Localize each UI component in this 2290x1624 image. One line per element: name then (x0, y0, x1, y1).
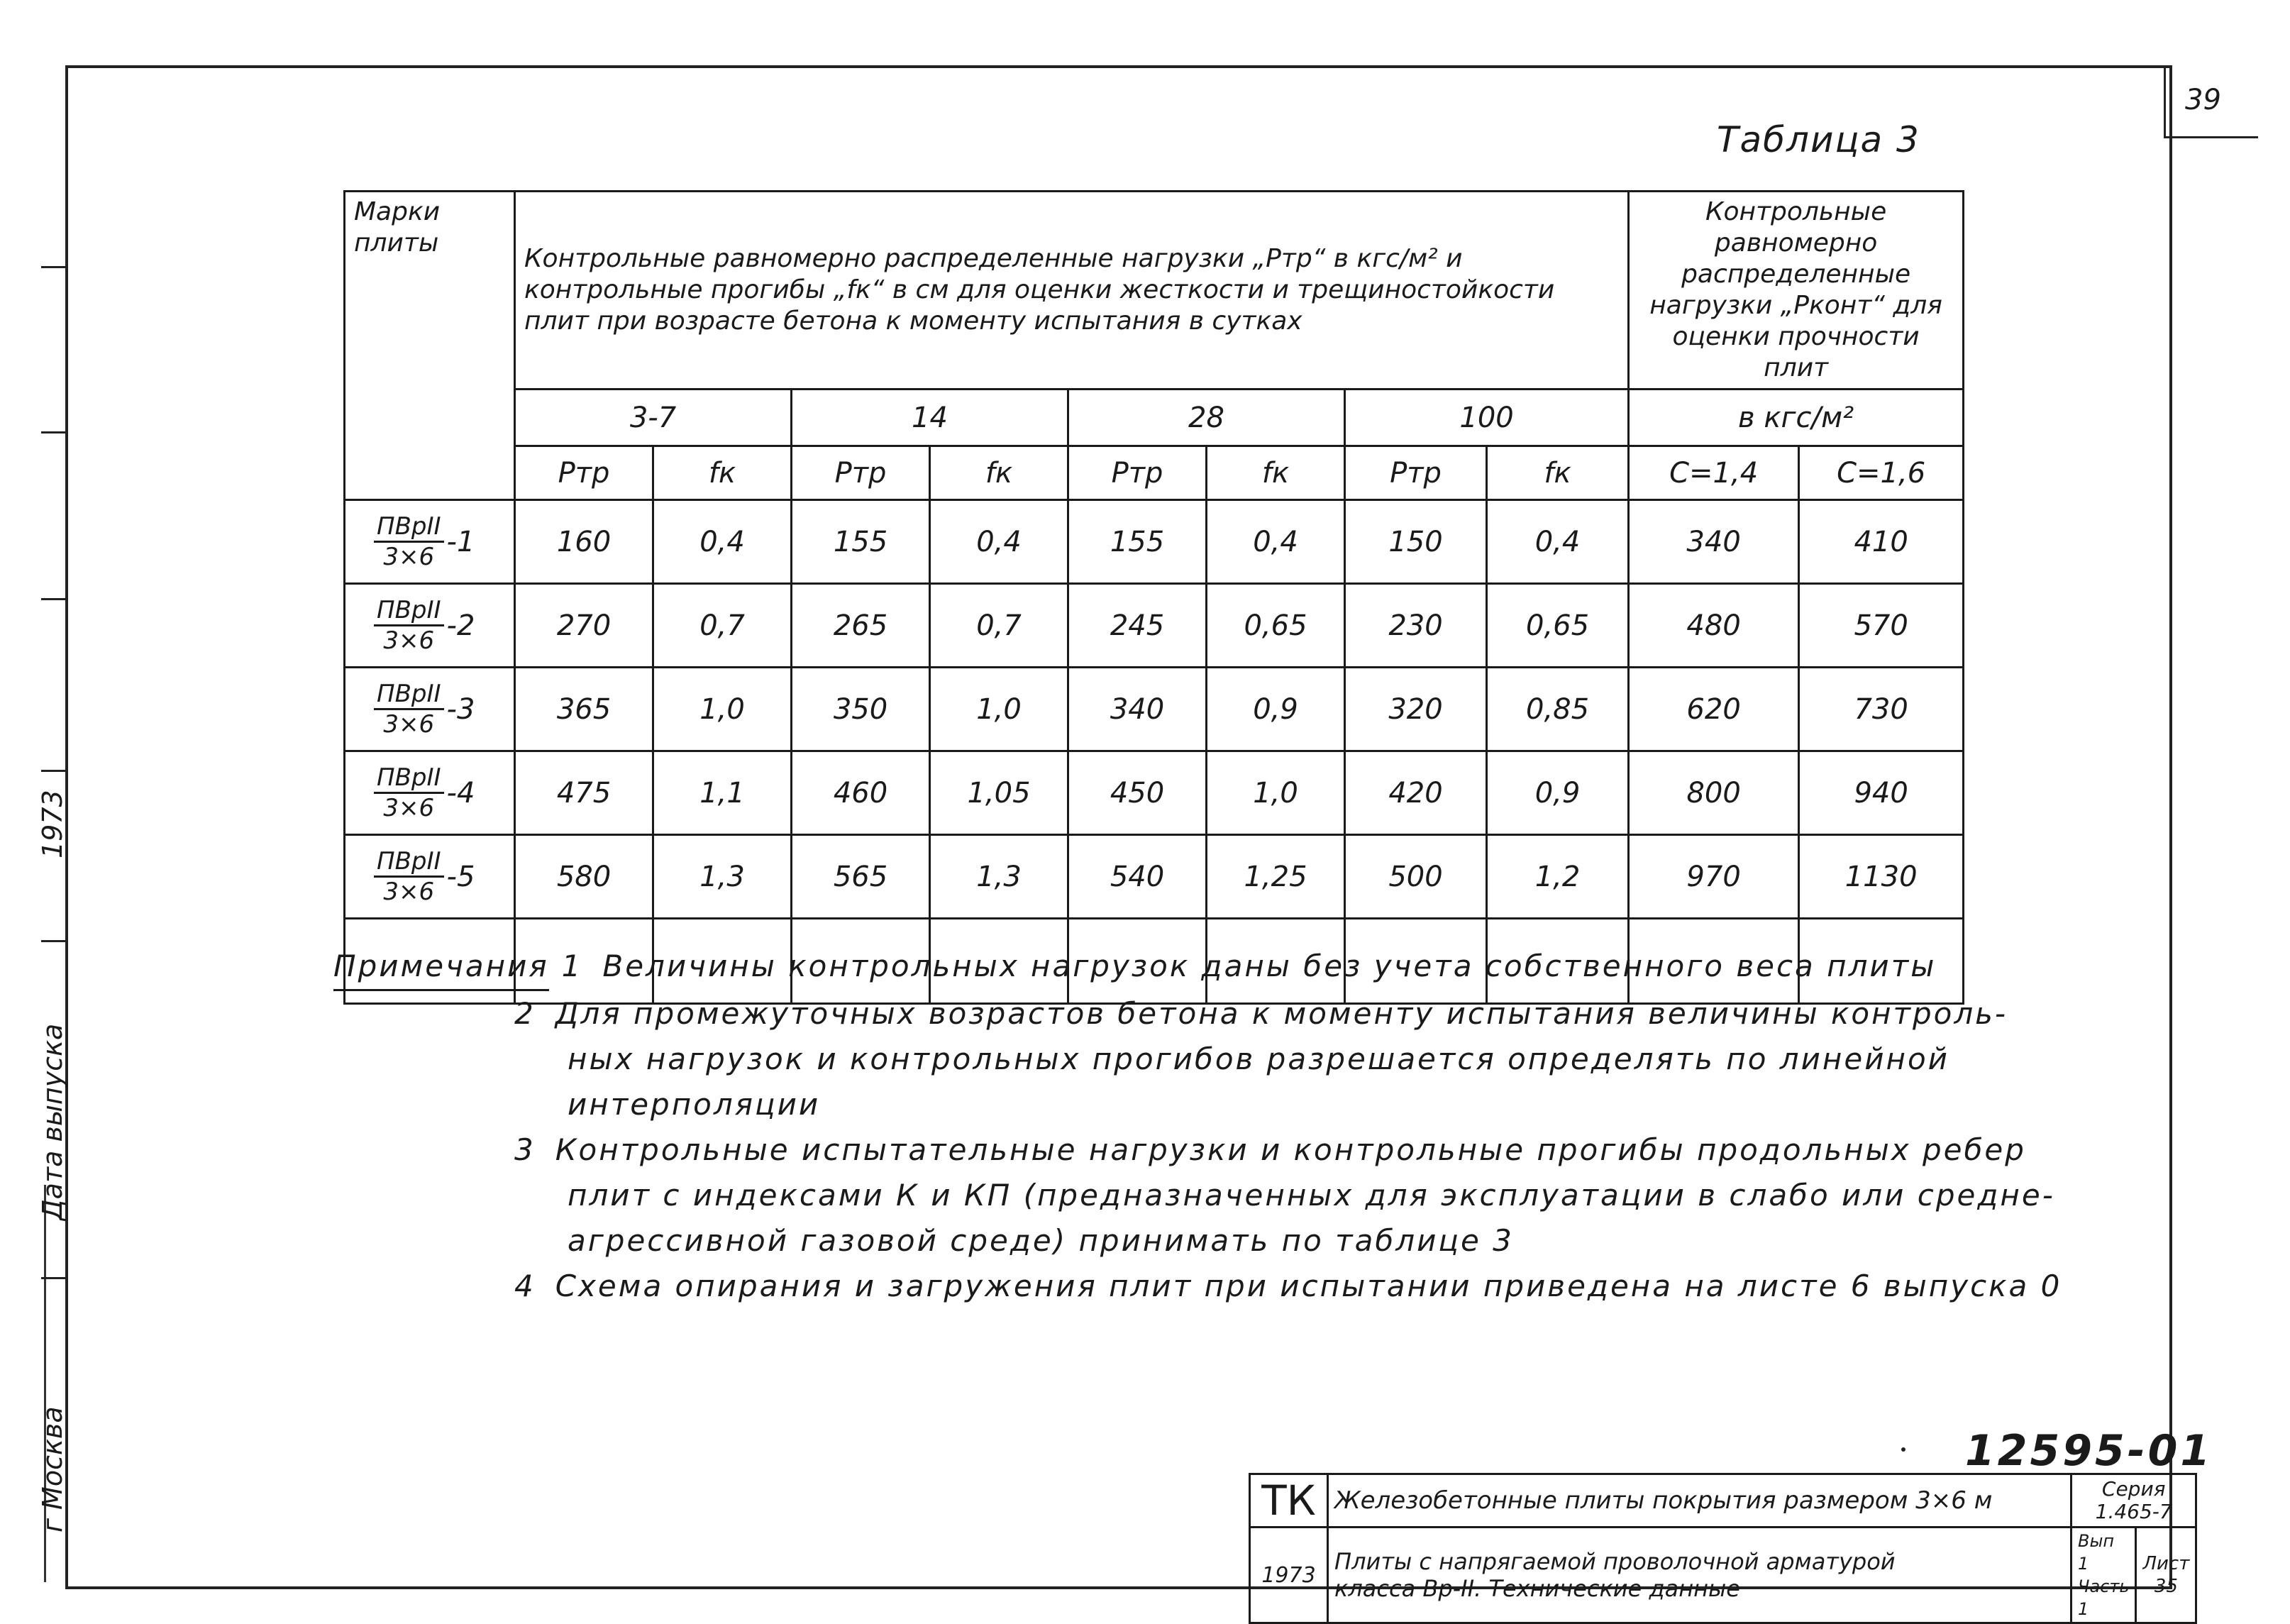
table-cell: 0,4 (653, 500, 792, 584)
side-year: 1973 (37, 790, 68, 858)
title-block-issue (2071, 1528, 2136, 1623)
plate-mark-suffix: -5 (446, 860, 475, 893)
plate-mark-bottom: 3×6 (383, 878, 435, 906)
table-cell: 450 (1068, 751, 1207, 835)
table-cell: 1,25 (1207, 835, 1345, 919)
note-line (333, 991, 2107, 1037)
issue-label: Вып 1 (2078, 1531, 2115, 1574)
table-cell: 160 (515, 500, 653, 584)
table-cell: 940 (1799, 751, 1964, 835)
col-header-c16: C=1,6 (1799, 446, 1964, 500)
edge-tick (41, 770, 67, 772)
table-cell: 480 (1629, 584, 1799, 668)
age-header: 14 (792, 390, 1068, 446)
note-text: агрессивной газовой среде) принимать по таблице 3 (568, 1223, 1514, 1258)
table-cell: 230 (1345, 584, 1487, 668)
note-line (333, 1082, 2107, 1127)
table-cell: 0,9 (1487, 751, 1629, 835)
table-cell: 0,65 (1487, 584, 1629, 668)
table-cell: 1,0 (1207, 751, 1345, 835)
table-cell: 1,0 (930, 668, 1068, 751)
note-line (333, 1264, 2107, 1309)
plate-mark-cell (345, 668, 515, 751)
plate-mark-bottom: 3×6 (383, 794, 435, 822)
table-row (345, 668, 1964, 751)
plate-mark-suffix: -3 (446, 692, 475, 726)
table-cell: 0,65 (1207, 584, 1345, 668)
data-table (343, 190, 1964, 1005)
title-block-series (2071, 1474, 2196, 1528)
table-cell: 270 (515, 584, 653, 668)
table-cell: 155 (1068, 500, 1207, 584)
note-text: Схема опирания и загружения плит при испытании приведена на листе 6 выпуска 0 (555, 1269, 2062, 1303)
plate-mark-bottom: 3×6 (383, 543, 435, 571)
col-header-p: Pтр (792, 446, 930, 500)
table-row (345, 500, 1964, 584)
table-cell: 540 (1068, 835, 1207, 919)
table-cell: 155 (792, 500, 930, 584)
age-header: 100 (1345, 390, 1629, 446)
plate-mark-cell (345, 500, 515, 584)
title-block-tk: ТК (1250, 1474, 1328, 1528)
col-header-f: fк (653, 446, 792, 500)
plate-mark-top: ПВрII (374, 680, 444, 710)
col-header-f: fк (930, 446, 1068, 500)
frame-top-border (65, 65, 2172, 68)
table-cell: 0,4 (930, 500, 1068, 584)
note-line (333, 1037, 2107, 1082)
note-text: ных нагрузок и контрольных прогибов разрешается определять по линейной (568, 1042, 1949, 1076)
table-cell: 1,3 (930, 835, 1068, 919)
table-cell: 620 (1629, 668, 1799, 751)
note-text: Для промежуточных возрастов бетона к моменту испытания величины контроль- (555, 996, 2008, 1031)
note-text: Величины контрольных нагрузок даны без учета собственного веса плиты (602, 949, 1937, 983)
plate-mark-bottom: 3×6 (383, 626, 435, 655)
note-line (333, 1127, 2107, 1173)
table-cell: 580 (515, 835, 653, 919)
table-cell: 0,7 (930, 584, 1068, 668)
table-row (345, 835, 1964, 919)
note-line (333, 944, 2107, 991)
title-block-year: 1973 (1250, 1528, 1328, 1623)
plate-mark-suffix: -4 (446, 776, 475, 810)
plate-mark-fraction (374, 847, 444, 906)
note-text: Контрольные испытательные нагрузки и контрольные прогибы продольных ребер (555, 1132, 2026, 1167)
note-number: 3 (514, 1132, 536, 1167)
strength-unit-header: в кгс/м² (1629, 390, 1964, 446)
series-value: 1.465-7 (2095, 1500, 2172, 1523)
note-line (333, 1173, 2107, 1218)
note-line (333, 1218, 2107, 1264)
table-cell: 420 (1345, 751, 1487, 835)
col-header-c14: C=1,4 (1629, 446, 1799, 500)
table-cell: 320 (1345, 668, 1487, 751)
table-row (345, 584, 1964, 668)
table-cell: 460 (792, 751, 930, 835)
age-header: 28 (1068, 390, 1345, 446)
table-cell: 0,7 (653, 584, 792, 668)
plate-mark-fraction (374, 763, 444, 822)
table-cell: 565 (792, 835, 930, 919)
note-number: 1 (561, 949, 583, 983)
table-cell: 350 (792, 668, 930, 751)
table-cell: 1,1 (653, 751, 792, 835)
subtitle-line-2: класса Вр-II. Технические данные (1334, 1575, 1740, 1602)
table-cell: 0,85 (1487, 668, 1629, 751)
col-header-p: Pтр (1068, 446, 1207, 500)
table-cell: 340 (1629, 500, 1799, 584)
table-cell: 1,05 (930, 751, 1068, 835)
table-cell: 800 (1629, 751, 1799, 835)
edge-tick (41, 266, 67, 268)
plate-mark-fraction (374, 512, 444, 571)
title-block-title: Железобетонные плиты покрытия размером 3×6 м (1328, 1474, 2071, 1528)
table-cell: 1,0 (653, 668, 792, 751)
note-text: плит с индексами К и КП (предназначенных для эксплуатации в слабо или средне- (568, 1178, 2055, 1213)
col-header-p: Pтр (515, 446, 653, 500)
table-row (345, 751, 1964, 835)
series-label: Серия (2101, 1477, 2166, 1501)
col-header-p: Pтр (1345, 446, 1487, 500)
notes-title: Примечания (333, 944, 549, 991)
decorative-dot (1901, 1447, 1905, 1452)
page-number: 39 (2185, 84, 2221, 116)
table-cell: 0,4 (1487, 500, 1629, 584)
table-cell: 245 (1068, 584, 1207, 668)
note-text: интерполяции (568, 1087, 821, 1122)
table-cell: 1,2 (1487, 835, 1629, 919)
table-cell: 970 (1629, 835, 1799, 919)
table-cell: 0,9 (1207, 668, 1345, 751)
plate-mark-fraction (374, 680, 444, 739)
sheet-value: 35 (2154, 1576, 2178, 1597)
sheet-label: Лист (2142, 1553, 2190, 1574)
table-cell: 340 (1068, 668, 1207, 751)
part-label: Часть 1 (2078, 1576, 2130, 1619)
col-header-f: fк (1207, 446, 1345, 500)
table-cell: 475 (515, 751, 653, 835)
document-number: 12595-01 (1965, 1426, 2213, 1476)
note-number: 4 (514, 1269, 536, 1303)
table-cell: 150 (1345, 500, 1487, 584)
plate-mark-top: ПВрII (374, 596, 444, 626)
plate-mark-top: ПВрII (374, 763, 444, 794)
notes-section (333, 944, 2107, 1309)
edge-tick (41, 1277, 67, 1279)
plate-mark-suffix: -1 (446, 525, 475, 558)
header-marks: Марки плиты (345, 192, 515, 500)
title-block-sheet (2136, 1528, 2196, 1623)
header-loads: Контрольные равномерно распределенные нагрузки „Pтр“ в кгс/м² и контрольные прогибы „fк“ в см для оценки жесткости и трещиностойкости плит при возрасте бетона к моменту испытания в сутках (515, 192, 1629, 390)
frame-right-border (2169, 65, 2172, 1589)
table-cell: 1130 (1799, 835, 1964, 919)
table-body (345, 500, 1964, 919)
table-cell: 570 (1799, 584, 1964, 668)
table-cell: 410 (1799, 500, 1964, 584)
title-block-subtitle (1328, 1528, 2071, 1623)
plate-mark-fraction (374, 596, 444, 655)
side-release-date-label: Дата выпуска (37, 1023, 68, 1220)
table-cell: 0,4 (1207, 500, 1345, 584)
table-cell: 265 (792, 584, 930, 668)
plate-mark-bottom: 3×6 (383, 710, 435, 739)
plate-mark-top: ПВрII (374, 512, 444, 543)
age-header: 3-7 (515, 390, 792, 446)
table-cell: 365 (515, 668, 653, 751)
plate-mark-suffix: -2 (446, 609, 475, 642)
subtitle-line-1: Плиты с напрягаемой проволочной арматурой (1334, 1548, 1896, 1575)
header-strength: Контрольные равномерно распределенные нагрузки „Pконт“ для оценки прочности плит (1629, 192, 1964, 390)
plate-mark-cell (345, 751, 515, 835)
col-header-f: fк (1487, 446, 1629, 500)
plate-mark-top: ПВрII (374, 847, 444, 878)
table-cell: 730 (1799, 668, 1964, 751)
title-block (1249, 1473, 2197, 1624)
side-city: г Москва (37, 1406, 68, 1532)
plate-mark-cell (345, 584, 515, 668)
note-number: 2 (514, 996, 536, 1031)
edge-tick (41, 431, 67, 433)
table-cell: 500 (1345, 835, 1487, 919)
table-cell: 1,3 (653, 835, 792, 919)
plate-mark-cell (345, 835, 515, 919)
edge-tick (41, 940, 67, 942)
table-caption: Таблица 3 (1717, 119, 1920, 160)
edge-tick (41, 598, 67, 600)
